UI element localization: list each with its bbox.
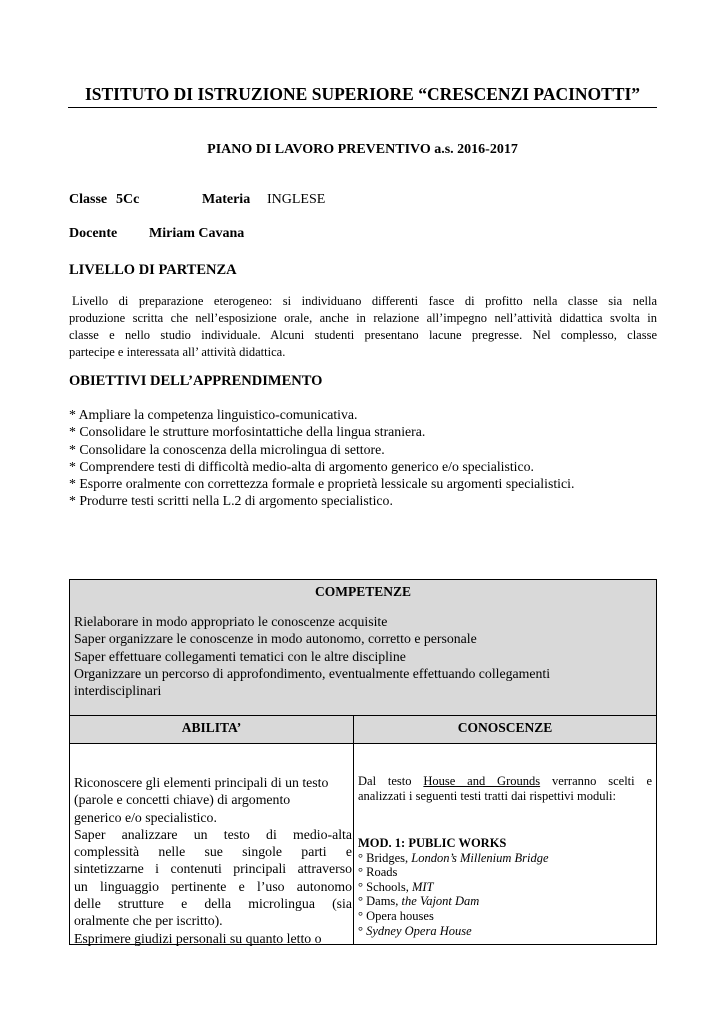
title-underline	[68, 107, 657, 108]
module-title: MOD. 1: PUBLIC WORKS	[358, 836, 507, 850]
conoscenze-intro-line: analizzati i seguenti testi tratti dai rispettivi moduli:	[358, 789, 616, 803]
competenze-line: interdisciplinari	[74, 683, 162, 699]
livello-line: partecipe e interessata all’ attività didattica.	[69, 345, 286, 359]
intro-prefix: Dal testo	[358, 774, 412, 788]
livello-line: Livello di preparazione eterogeneo: si individuano differenti fasce di profitto nella classe sia nella	[72, 294, 657, 308]
column-divider	[353, 715, 354, 944]
abilita-line: sintetizzarne i contenuti principali attraverso	[74, 861, 352, 877]
abilita-line: generico e/o specialistico.	[74, 809, 217, 825]
module-list	[358, 836, 652, 938]
abilita-line: oralmente che per iscritto).	[74, 913, 223, 929]
list-item: * Esporre oralmente con correttezza formale e proprietà lessicale su argomenti specialistici.	[69, 476, 575, 492]
abilita-line: un linguaggio pertinente e l’uso autonomo	[74, 878, 352, 894]
competenze-header: COMPETENZE	[314, 584, 411, 599]
classe-value: 5Cc	[116, 192, 140, 207]
list-item: * Comprendere testi di difficoltà medio-alta di argomento generico e/o specialistico.	[69, 458, 534, 474]
docente-value: Miriam Cavana	[149, 226, 245, 241]
docente-label: Docente	[69, 226, 118, 241]
competenze-table	[69, 579, 657, 945]
list-item: * Produrre testi scritti nella L.2 di argomento specialistico.	[69, 493, 393, 509]
competenze-line: Saper organizzare le conoscenze in modo autonomo, corretto e personale	[74, 631, 477, 647]
competenze-list	[74, 613, 650, 699]
list-item: * Consolidare la conoscenza della microlingua di settore.	[69, 441, 385, 457]
book-title: House and Grounds	[423, 774, 541, 788]
conoscenze-intro	[358, 774, 652, 804]
row-divider	[70, 715, 656, 716]
list-item: ° Roads	[358, 865, 398, 880]
list-item: ° Schools, MIT	[358, 879, 434, 894]
abilita-line: Esprimere giudizi personali su quanto letto o	[74, 930, 322, 946]
list-item: ° Dams, the Vajont Dam	[358, 894, 480, 909]
intro-suffix: verranno scelti e	[551, 774, 653, 788]
plan-title: PIANO DI LAVORO PREVENTIVO a.s. 2016-2017	[207, 142, 518, 157]
competenze-line: Organizzare un percorso di approfondimento, eventualmente effettuando collegamenti	[74, 665, 551, 681]
materia-label: Materia	[202, 192, 251, 207]
list-item: * Consolidare le strutture morfosintattiche della lingua straniera.	[69, 424, 426, 440]
conoscenze-intro-line	[358, 774, 652, 789]
livello-heading: LIVELLO DI PARTENZA	[69, 262, 237, 278]
obiettivi-list	[69, 406, 574, 510]
list-item: ° Bridges, London’s Millenium Bridge	[358, 850, 549, 865]
abilita-header: ABILITA’	[181, 720, 242, 735]
abilita-cell	[74, 774, 352, 947]
conoscenze-header: CONOSCENZE	[457, 720, 553, 735]
abilita-line: Riconoscere gli elementi principali di un testo	[74, 775, 329, 790]
institute-title: ISTITUTO DI ISTRUZIONE SUPERIORE “CRESCENZI PACINOTTI”	[84, 84, 641, 104]
livello-line: classe e nello studio individuale. Alcuni studenti presentano lacune pregresse. Nel complesso, classe	[69, 328, 657, 342]
livello-line: produzione scritta che nell’esposizione orale, anche in relazione all’impegno nell’attività didattica svolta in	[69, 311, 657, 325]
competenze-line: Rielaborare in modo appropriato le conoscenze acquisite	[74, 614, 388, 629]
abilita-line: delle strutture e della microlingua (sia	[74, 896, 352, 912]
livello-paragraph	[69, 293, 657, 361]
abilita-line: Saper analizzare un testo di medio-alta	[74, 826, 352, 842]
classe-label: Classe	[69, 192, 108, 207]
materia-value: INGLESE	[267, 192, 326, 207]
row-divider	[70, 743, 656, 744]
list-item: * Ampliare la competenza linguistico-comunicativa.	[69, 407, 358, 422]
list-item: ° Sydney Opera House	[358, 923, 472, 938]
abilita-line: (parole e concetti chiave) di argomento	[74, 792, 291, 808]
list-item: ° Opera houses	[358, 908, 434, 923]
competenze-line: Saper effettuare collegamenti tematici con le altre discipline	[74, 648, 406, 664]
obiettivi-heading: OBIETTIVI DELL’APPRENDIMENTO	[69, 373, 323, 389]
abilita-line: complessità nelle sue singole parti e	[74, 844, 352, 860]
